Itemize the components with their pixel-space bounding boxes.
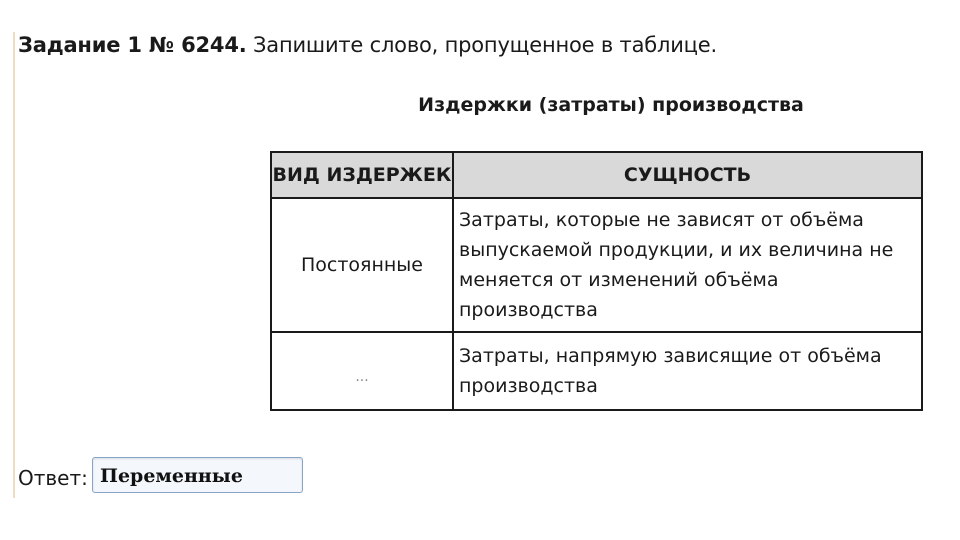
essence-cell bbox=[453, 198, 922, 332]
essence-line: выпускаемой продукции, и их величина не bbox=[459, 239, 894, 261]
task-number: Задание 1 № 6244. bbox=[18, 33, 247, 57]
essence-line: Затраты, которые не зависят от объёма bbox=[459, 209, 864, 231]
table-title: Издержки (затраты) производства bbox=[418, 94, 804, 116]
essence-line: меняется от изменений объёма производства bbox=[459, 269, 779, 321]
cost-type-cell: Постоянные bbox=[271, 198, 453, 332]
header-essence: СУЩНОСТЬ bbox=[453, 152, 922, 198]
essence-line: Затраты, напрямую зависящие от объёма bbox=[459, 345, 882, 367]
task-heading bbox=[18, 33, 717, 57]
table-header-row bbox=[271, 152, 922, 198]
left-margin-rule bbox=[13, 32, 15, 498]
cost-type-cell-missing bbox=[271, 332, 453, 410]
costs-table bbox=[270, 151, 923, 411]
header-cost-type: ВИД ИЗДЕРЖЕК bbox=[271, 152, 453, 198]
task-instruction: Запишите слово, пропущенное в таблице. bbox=[253, 33, 717, 57]
missing-word-placeholder: ... bbox=[355, 369, 369, 385]
essence-cell bbox=[453, 332, 922, 410]
answer-input[interactable]: Переменные bbox=[92, 457, 303, 493]
essence-line: производства bbox=[459, 375, 598, 397]
table-row bbox=[271, 198, 922, 332]
table-row bbox=[271, 332, 922, 410]
answer-label: Ответ: bbox=[18, 466, 88, 490]
